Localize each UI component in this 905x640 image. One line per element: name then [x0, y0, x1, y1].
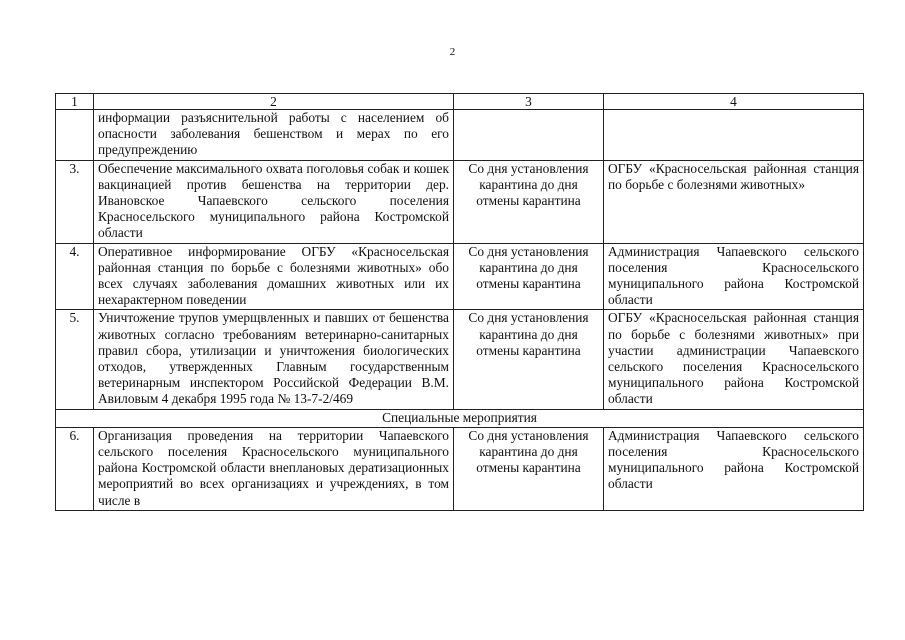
measure-responsible: ОГБУ «Красносельская районная станция по борьбе с болезнями животных» [604, 160, 864, 243]
measure-responsible: Администрация Чапаевского сельского поселения Красносельского муниципального района Костромской области [604, 427, 864, 510]
table-row [56, 243, 864, 310]
header-col-4: 4 [604, 94, 864, 110]
header-col-1: 1 [56, 94, 94, 110]
header-col-3: 3 [454, 94, 604, 110]
section-title: Специальные мероприятия [56, 409, 864, 427]
measure-responsible: ОГБУ «Красносельская районная станция по борьбе с болезнями животных» при участии администрации Чапаевского сельского поселения Красносельского муниципального района Костромской области [604, 310, 864, 409]
row-number: 4. [56, 243, 94, 310]
measure-responsible: Администрация Чапаевского сельского поселения Красносельского муниципального района Костромской области [604, 243, 864, 310]
table-row [56, 110, 864, 161]
row-number: 5. [56, 310, 94, 409]
measure-term: Со дня установления карантина до дня отмены карантина [454, 160, 604, 243]
table-row [56, 310, 864, 409]
measure-term: Со дня установления карантина до дня отмены карантина [454, 310, 604, 409]
measure-description: Обеспечение максимального охвата поголовья собак и кошек вакцинацией против бешенства на территории дер. Ивановское Чапаевского сельского поселения Красносельского муниципального района Костромской области [94, 160, 454, 243]
measure-term [454, 110, 604, 161]
page-number: 2 [449, 46, 456, 58]
section-row [56, 409, 864, 427]
measure-term: Со дня установления карантина до дня отмены карантина [454, 427, 604, 510]
table-header-row [56, 94, 864, 110]
table-row [56, 427, 864, 510]
measure-description: Оперативное информирование ОГБУ «Красносельская районная станция по борьбе с болезнями животных» обо всех случаях заболевания домашних животных или их нехарактерном поведении [94, 243, 454, 310]
table-row [56, 160, 864, 243]
row-number: 6. [56, 427, 94, 510]
measure-description: информации разъяснительной работы с населением об опасности заболевания бешенством и мерах по его предупреждению [94, 110, 454, 161]
header-col-2: 2 [94, 94, 454, 110]
measure-description: Организация проведения на территории Чапаевского сельского поселения Красносельского муниципального района Костромской области внеплановых дератизационных мероприятий во всех организациях и учреждениях, в том числе в [94, 427, 454, 510]
measure-term: Со дня установления карантина до дня отмены карантина [454, 243, 604, 310]
measure-responsible [604, 110, 864, 161]
measures-table [55, 93, 864, 511]
row-number [56, 110, 94, 161]
row-number: 3. [56, 160, 94, 243]
measure-description: Уничтожение трупов умерщвленных и павших от бешенства животных согласно требованиям ветеринарно-санитарных правил сбора, утилизации и уничтожения биологических отходов, утвержденных Главным государственным ветеринарным инспектором Российской Федерации В.М. Авиловым 4 декабря 1995 года № 13-7-2/469 [94, 310, 454, 409]
